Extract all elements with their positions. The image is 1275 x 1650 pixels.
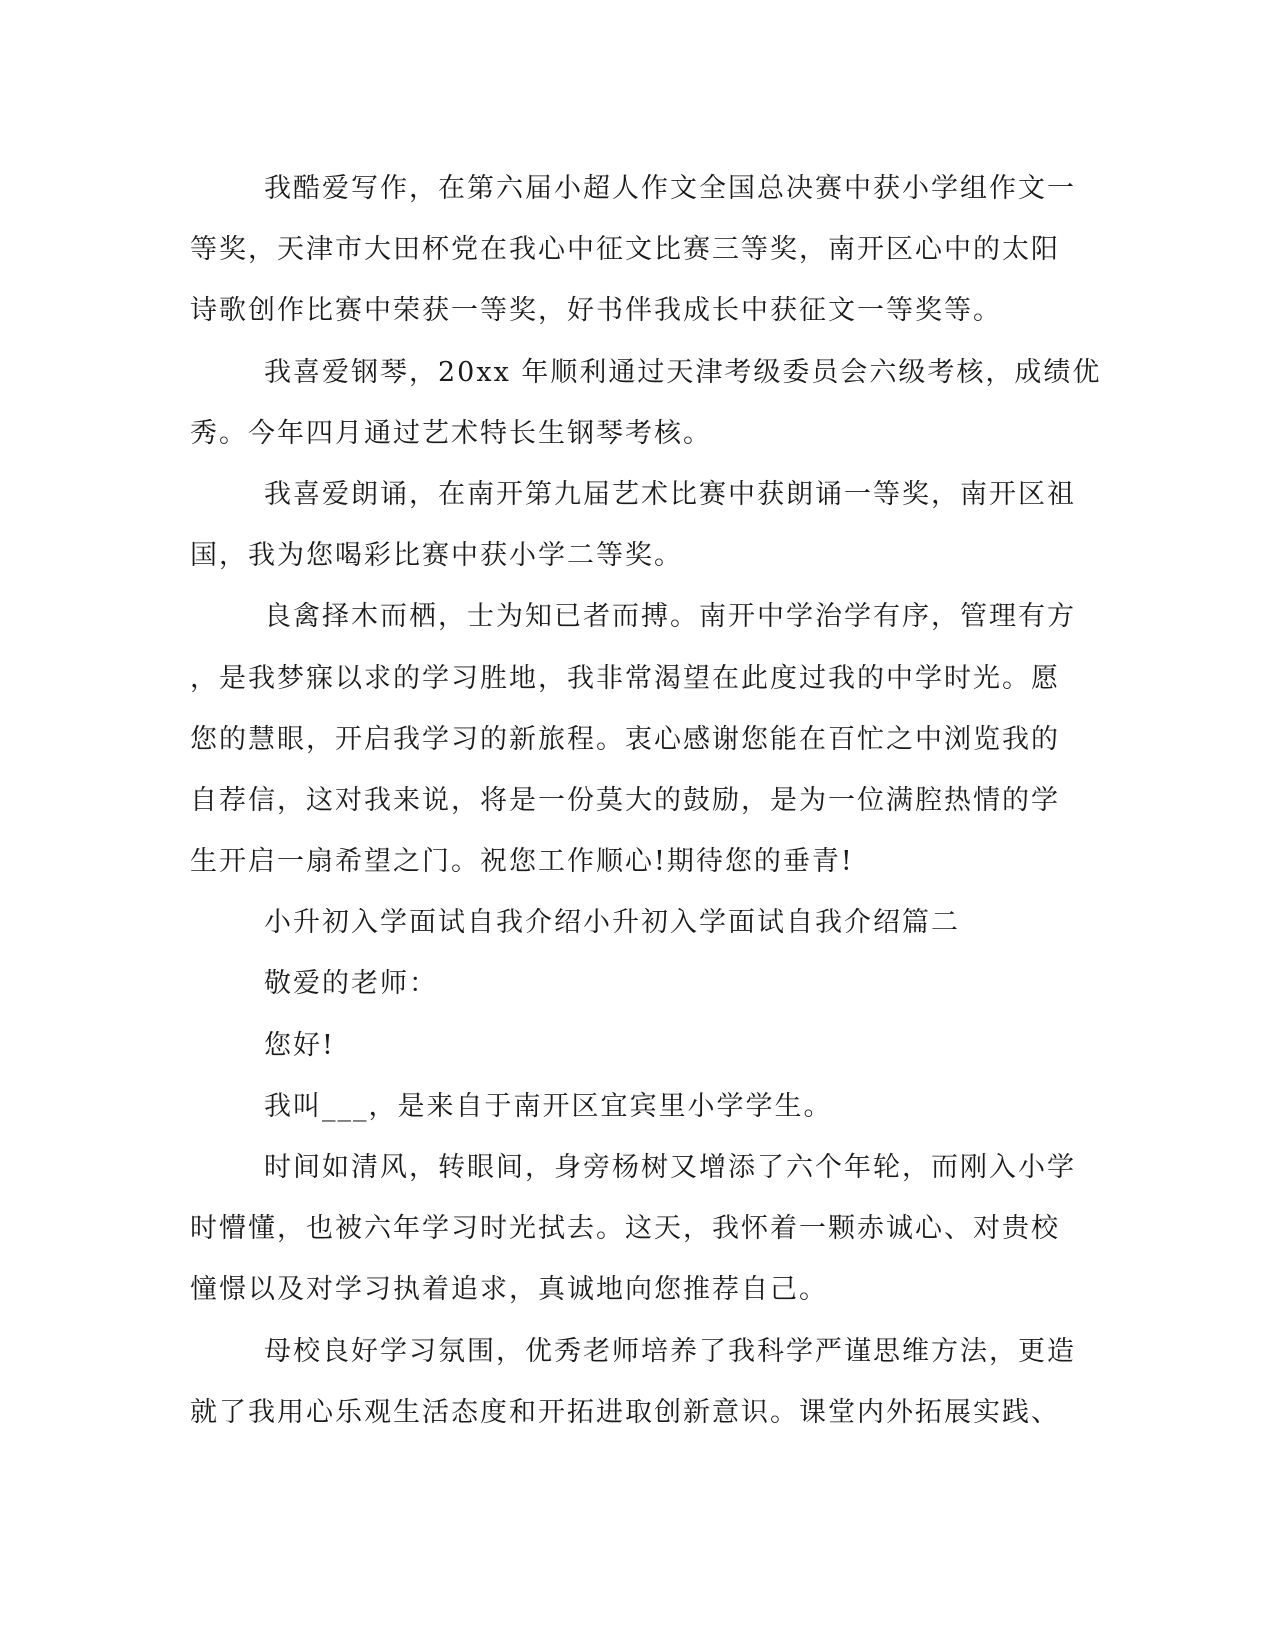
text-line: 母校良好学习氛围，优秀老师培养了我科学严谨思维方法，更造 [264, 1335, 1076, 1367]
text-line: ，是我梦寐以求的学习胜地，我非常渴望在此度过我的中学时光。愿 [190, 662, 1060, 694]
text-line: 生开启一扇希望之门。祝您工作顺心!期待您的垂青! [190, 846, 854, 878]
text-line: 良禽择木而栖，士为知已者而搏。南开中学治学有序，管理有方 [264, 601, 1076, 633]
text-line: 我叫___，是来自于南开区宜宾里小学学生。 [264, 1090, 833, 1122]
text-line: 时懵懂，也被六年学习时光拭去。这天，我怀着一颗赤诚心、对贵校 [190, 1213, 1060, 1245]
text-line: 国，我为您喝彩比赛中获小学二等奖。 [190, 540, 683, 572]
text-line: 敬爱的老师： [264, 968, 438, 1000]
text-line: 小升初入学面试自我介绍小升初入学面试自我介绍篇二 [264, 907, 960, 939]
text-line: 时间如清风，转眼间，身旁杨树又增添了六个年轮，而刚入小学 [264, 1152, 1076, 1183]
text-line: 等奖，天津市大田杯党在我心中征文比赛三等奖，南开区心中的太阳 [190, 234, 1060, 266]
text-line: 我喜爱钢琴，20xx 年顺利通过天津考级委员会六级考核，成绩优 [264, 356, 1102, 388]
text-line: 憧憬以及对学习执着追求，真诚地向您推荐自己。 [190, 1274, 828, 1306]
text-line: 诗歌创作比赛中荣获一等奖，好书伴我成长中获征文一等奖等。 [190, 295, 1002, 327]
text-line: 您好! [264, 1029, 335, 1061]
text-line: 您的慧眼，开启我学习的新旅程。衷心感谢您能在百忙之中浏览我的 [190, 723, 1060, 755]
document-body [190, 158, 1102, 1443]
text-line: 秀。今年四月通过艺术特长生钢琴考核。 [190, 417, 712, 449]
text-line: 就了我用心乐观生活态度和开拓进取创新意识。课堂内外拓展实践、 [190, 1396, 1060, 1428]
text-line: 我酷爱写作，在第六届小超人作文全国总决赛中获小学组作文一 [264, 173, 1076, 204]
text-line: 自荐信，这对我来说，将是一份莫大的鼓励，是为一位满腔热情的学 [190, 784, 1060, 816]
text-line: 我喜爱朗诵，在南开第九届艺术比赛中获朗诵一等奖，南开区祖 [264, 478, 1076, 510]
